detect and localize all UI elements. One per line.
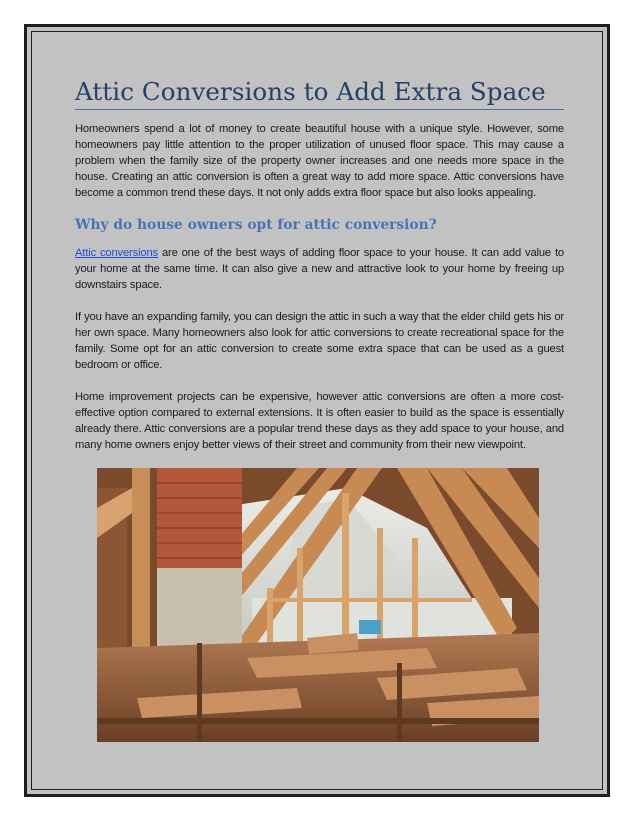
document-content <box>75 76 564 469</box>
attic-photo <box>97 468 539 742</box>
page-title: Attic Conversions to Add Extra Space <box>75 77 546 106</box>
paragraph-2: If you have an expanding family, you can design the attic in such a way that the elder child gets his or her own space. Many homeowners also look for attic conversions to create recreational space for the family. Some opt for an attic conversion to create some extra space that can be used as a guest bedroom or office. <box>75 311 564 371</box>
paragraph-1-text: are one of the best ways of adding floor space to your house. It can add value to your home at the same time. It can also give a new and attractive look to your home by freeing up downstairs space. <box>75 247 564 291</box>
paragraph-3: Home improvement projects can be expensive, however attic conversions are often a more cost-effective option compared to external extensions. It is often easier to build as the space is essentially already there. Attic conversions are a popular trend these days as they add space to your house, and many home owners enjoy better views of their street and community from their new viewpoint. <box>75 391 564 451</box>
section-heading: Why do house owners opt for attic conversion? <box>75 217 437 233</box>
attic-conversions-link[interactable]: Attic conversions <box>75 247 158 259</box>
title-underline <box>75 109 564 110</box>
attic-photo-illustration <box>97 468 539 742</box>
intro-paragraph: Homeowners spend a lot of money to create beautiful house with a unique style. However, some homeowners pay little attention to the proper utilization of unused floor space. This may cause a problem when the family size of the property owner increases and one needs more space in the house. Creating an attic conversion is often a great way to add more space. Attic conversions have become a common trend these days. It not only adds extra floor space but also looks appealing. <box>75 123 564 199</box>
paragraph-1 <box>75 245 564 293</box>
